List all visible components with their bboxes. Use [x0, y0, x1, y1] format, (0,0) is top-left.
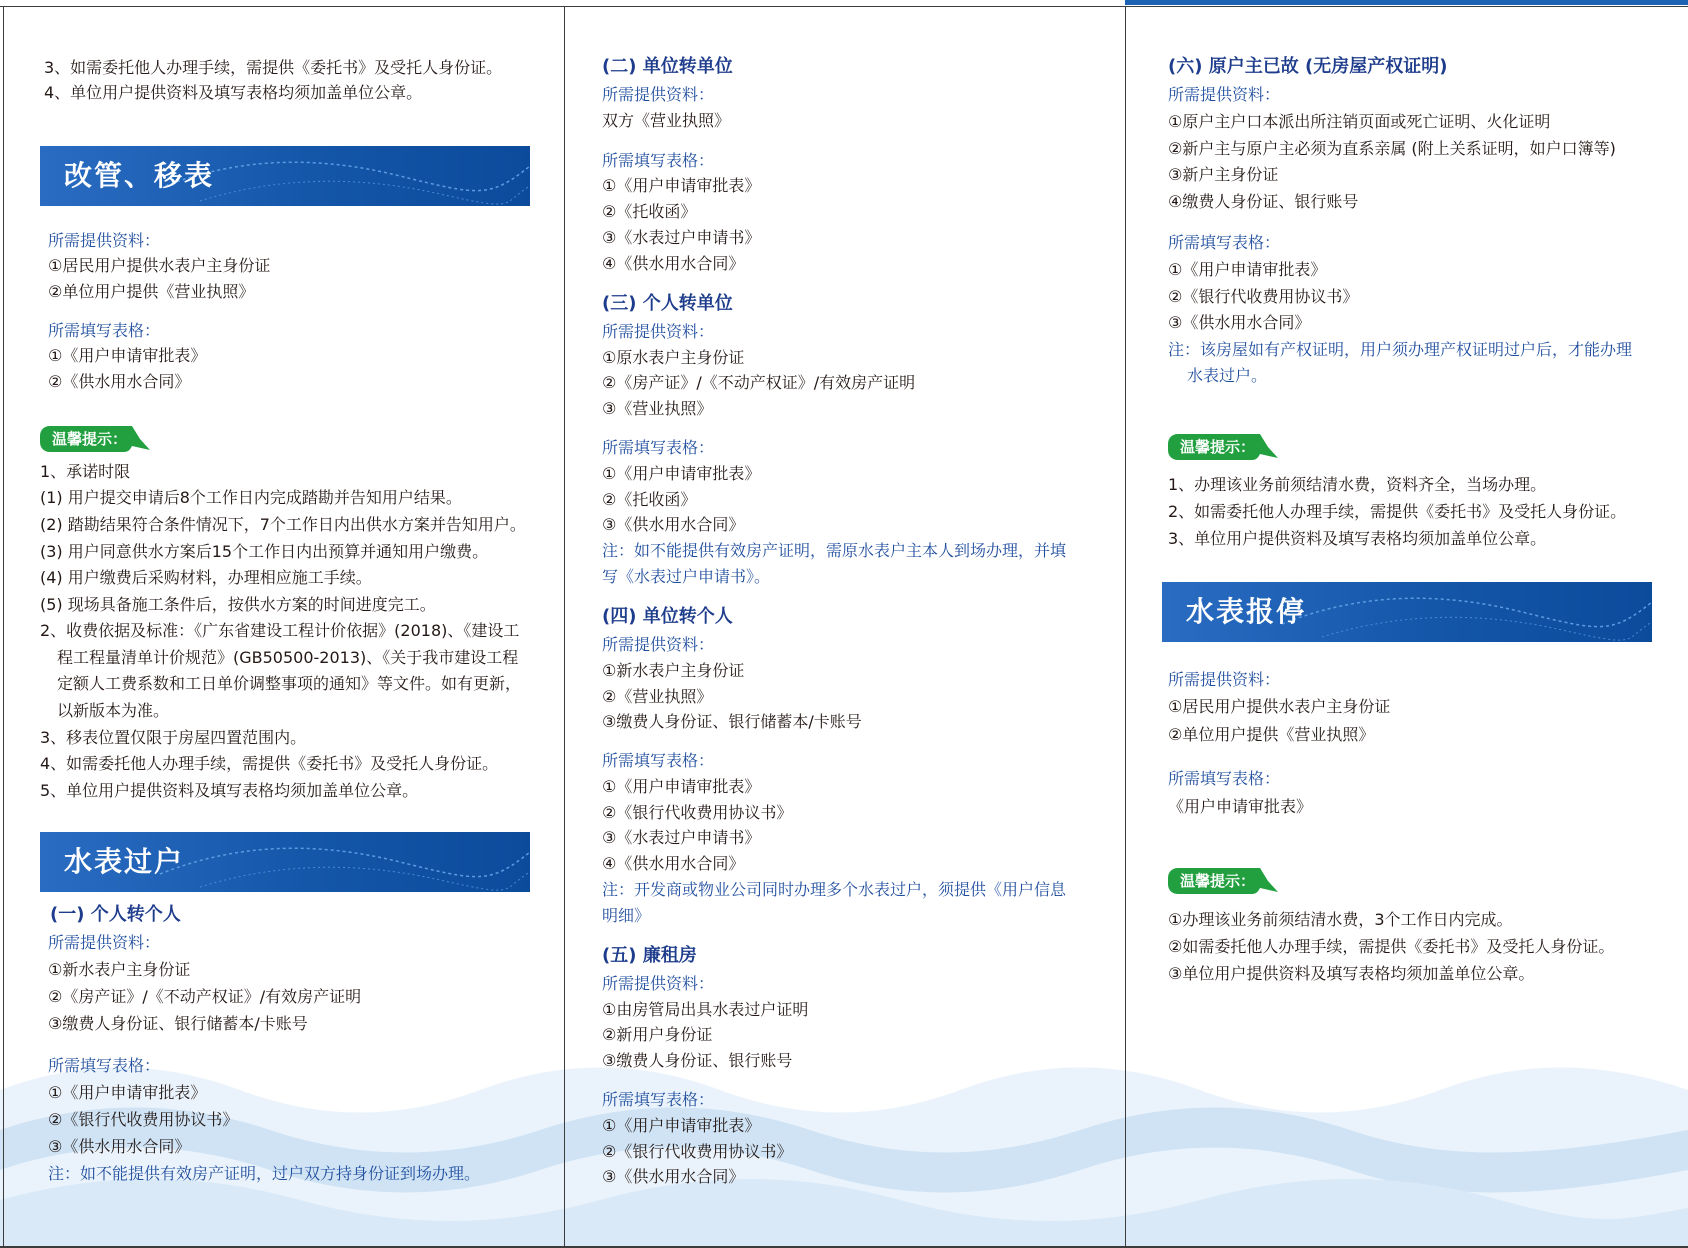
tip-line: 3、移表位置仅限于房屋四置范围内。: [40, 728, 307, 747]
list-item: ①《用户申请审批表》: [48, 1083, 207, 1102]
subsection-title: (五) 廉租房: [602, 945, 697, 966]
forms-label: 所需填写表格：: [602, 151, 715, 170]
tip-line: 1、承诺时限: [40, 462, 131, 481]
section-title: 改管、移表: [64, 159, 215, 192]
note-text: 注：如不能提供有效房产证明，需原水表户主本人到场办理，并填: [602, 541, 1067, 560]
list-item: ②单位用户提供《营业执照》: [48, 282, 255, 301]
note-text: 明细》: [602, 906, 651, 925]
list-item: ②《供水用水合同》: [48, 372, 191, 391]
text-line: 3、如需委托他人办理手续，需提供《委托书》及受托人身份证。: [44, 58, 503, 77]
materials-label: 所需提供资料：: [48, 933, 161, 952]
tip-line: 3、单位用户提供资料及填写表格均须加盖单位公章。: [1168, 529, 1547, 548]
list-item: ②《银行代收费用协议书》: [602, 803, 793, 822]
subsection-title: (二) 单位转单位: [602, 56, 733, 77]
note-text: 注：如不能提供有效房产证明，过户双方持身份证到场办理。: [48, 1164, 481, 1183]
forms-label: 所需填写表格：: [602, 751, 715, 770]
list-item: ①《用户申请审批表》: [602, 1116, 761, 1135]
list-item: ②新户主与原户主必须为直系亲属 (附上关系证明，如户口簿等): [1168, 139, 1616, 158]
list-item: ④缴费人身份证、银行账号: [1168, 192, 1359, 211]
tip-badge: [1168, 434, 1278, 460]
column-2: [600, 0, 1120, 1248]
list-item: ②《营业执照》: [602, 687, 713, 706]
column-divider-1: [564, 6, 565, 1248]
list-item: ③《水表过户申请书》: [602, 228, 761, 247]
list-item: 双方《营业执照》: [602, 111, 731, 130]
forms-label: 所需填写表格：: [48, 321, 161, 340]
tip-line: 2、收费依据及标准：《广东省建设工程计价依据》(2018)、《建设工: [40, 621, 520, 640]
list-item: ①由房管局出具水表过户证明: [602, 1000, 809, 1019]
column-1: [40, 0, 560, 1248]
list-item: ①新水表户主身份证: [48, 960, 191, 979]
section-title: 水表报停: [1186, 595, 1307, 628]
text-line: 4、单位用户提供资料及填写表格均须加盖单位公章。: [44, 83, 423, 102]
materials-label: 所需提供资料：: [602, 974, 715, 993]
list-item: ③《供水用水合同》: [48, 1137, 191, 1156]
frame-left-border: [3, 6, 4, 1248]
tip-line: 定额人工费系数和工日单价调整事项的通知》等文件。如有更新，: [57, 674, 522, 693]
top-accent-bar: [1125, 0, 1688, 5]
materials-label: 所需提供资料：: [1168, 85, 1281, 104]
column-3: [1160, 0, 1680, 1248]
list-item: ①原水表户主身份证: [602, 348, 745, 367]
tip-line: (5) 现场具备施工条件后，按供水方案的时间进度完工。: [40, 595, 436, 614]
list-item: ②《房产证》/《不动产权证》/有效房产证明: [602, 373, 916, 392]
list-item: ①《用户申请审批表》: [48, 346, 207, 365]
list-item: ③新户主身份证: [1168, 165, 1279, 184]
list-item: ②《托收函》: [602, 490, 697, 509]
materials-label: 所需提供资料：: [602, 635, 715, 654]
tip-line: (2) 踏勘结果符合条件情况下，7个工作日内出供水方案并告知用户。: [40, 515, 526, 534]
tip-line: (4) 用户缴费后采购材料，办理相应施工手续。: [40, 568, 372, 587]
forms-label: 所需填写表格：: [602, 1090, 715, 1109]
section-title: 水表过户: [64, 845, 185, 878]
tip-line: 以新版本为准。: [57, 701, 170, 720]
list-item: ③《供水用水合同》: [602, 1167, 745, 1186]
list-item: ②单位用户提供《营业执照》: [1168, 725, 1375, 744]
section-banner-gaiguan: [40, 146, 530, 206]
materials-label: 所需提供资料：: [602, 85, 715, 104]
list-item: ③《供水用水合同》: [602, 515, 745, 534]
list-item: ③缴费人身份证、银行账号: [602, 1051, 793, 1070]
tip-line: (1) 用户提交申请后8个工作日内完成踏勘并告知用户结果。: [40, 488, 462, 507]
note-text: 写《水表过户申请书》。: [602, 567, 771, 586]
materials-label: 所需提供资料：: [602, 322, 715, 341]
subsection-title: (六) 原户主已故 (无房屋产权证明): [1168, 56, 1448, 77]
column-divider-2: [1125, 6, 1126, 1248]
tip-label: 温馨提示：: [52, 430, 128, 448]
list-item: ③《供水用水合同》: [1168, 313, 1311, 332]
list-item: ②《房产证》/《不动产权证》/有效房产证明: [48, 987, 362, 1006]
subsection-title: (四) 单位转个人: [602, 606, 733, 627]
frame-top-border: [0, 6, 1688, 7]
list-item: ②《银行代收费用协议书》: [48, 1110, 239, 1129]
list-item: ③缴费人身份证、银行储蓄本/卡账号: [602, 712, 862, 731]
tip-line: ①办理该业务前须结清水费，3个工作日内完成。: [1168, 910, 1513, 929]
list-item: ①居民用户提供水表户主身份证: [1168, 697, 1391, 716]
list-item: ①原户主户口本派出所注销页面或死亡证明、火化证明: [1168, 112, 1551, 131]
tip-label: 温馨提示：: [1180, 872, 1256, 890]
materials-label: 所需提供资料：: [1168, 670, 1281, 689]
subsection-title: (一) 个人转个人: [50, 904, 181, 925]
list-item: ②《托收函》: [602, 202, 697, 221]
tip-line: 1、办理该业务前须结清水费，资料齐全，当场办理。: [1168, 475, 1547, 494]
list-item: ①《用户申请审批表》: [602, 176, 761, 195]
forms-label: 所需填写表格：: [602, 438, 715, 457]
list-item: ①《用户申请审批表》: [1168, 260, 1327, 279]
tip-line: ③单位用户提供资料及填写表格均须加盖单位公章。: [1168, 964, 1535, 983]
note-text: 注：该房屋如有产权证明，用户须办理产权证明过户后，才能办理: [1168, 340, 1633, 359]
tip-line: 4、如需委托他人办理手续，需提供《委托书》及受托人身份证。: [40, 754, 499, 773]
section-banner-baoting: [1162, 582, 1652, 642]
note-text: 水表过户。: [1187, 366, 1268, 385]
list-item: ③缴费人身份证、银行储蓄本/卡账号: [48, 1014, 308, 1033]
tip-line: ②如需委托他人办理手续，需提供《委托书》及受托人身份证。: [1168, 937, 1615, 956]
tip-line: 程工程量清单计价规范》(GB50500-2013)、《关于我市建设工程: [57, 648, 519, 667]
tip-line: (3) 用户同意供水方案后15个工作日内出预算并通知用户缴费。: [40, 542, 489, 561]
tip-label: 温馨提示：: [1180, 438, 1256, 456]
list-item: ④《供水用水合同》: [602, 854, 745, 873]
list-item: ①《用户申请审批表》: [602, 777, 761, 796]
note-text: 注：开发商或物业公司同时办理多个水表过户，须提供《用户信息: [602, 880, 1067, 899]
list-item: ④《供水用水合同》: [602, 254, 745, 273]
tip-line: 2、如需委托他人办理手续，需提供《委托书》及受托人身份证。: [1168, 502, 1627, 521]
list-item: ①居民用户提供水表户主身份证: [48, 256, 271, 275]
list-item: ①新水表户主身份证: [602, 661, 745, 680]
forms-label: 所需填写表格：: [1168, 233, 1281, 252]
list-item: ②新用户身份证: [602, 1025, 713, 1044]
tip-badge: [1168, 868, 1278, 894]
list-item: ②《银行代收费用协议书》: [1168, 287, 1359, 306]
list-item: ③《水表过户申请书》: [602, 828, 761, 847]
materials-label: 所需提供资料：: [48, 231, 161, 250]
tip-line: 5、单位用户提供资料及填写表格均须加盖单位公章。: [40, 781, 419, 800]
list-item: ①《用户申请审批表》: [602, 464, 761, 483]
list-item: ③《营业执照》: [602, 399, 713, 418]
section-banner-guohu: [40, 832, 530, 892]
list-item: ②《银行代收费用协议书》: [602, 1142, 793, 1161]
forms-label: 所需填写表格：: [1168, 769, 1281, 788]
subsection-title: (三) 个人转单位: [602, 293, 733, 314]
list-item: 《用户申请审批表》: [1168, 797, 1313, 816]
forms-label: 所需填写表格：: [48, 1056, 161, 1075]
tip-badge: [40, 426, 150, 452]
